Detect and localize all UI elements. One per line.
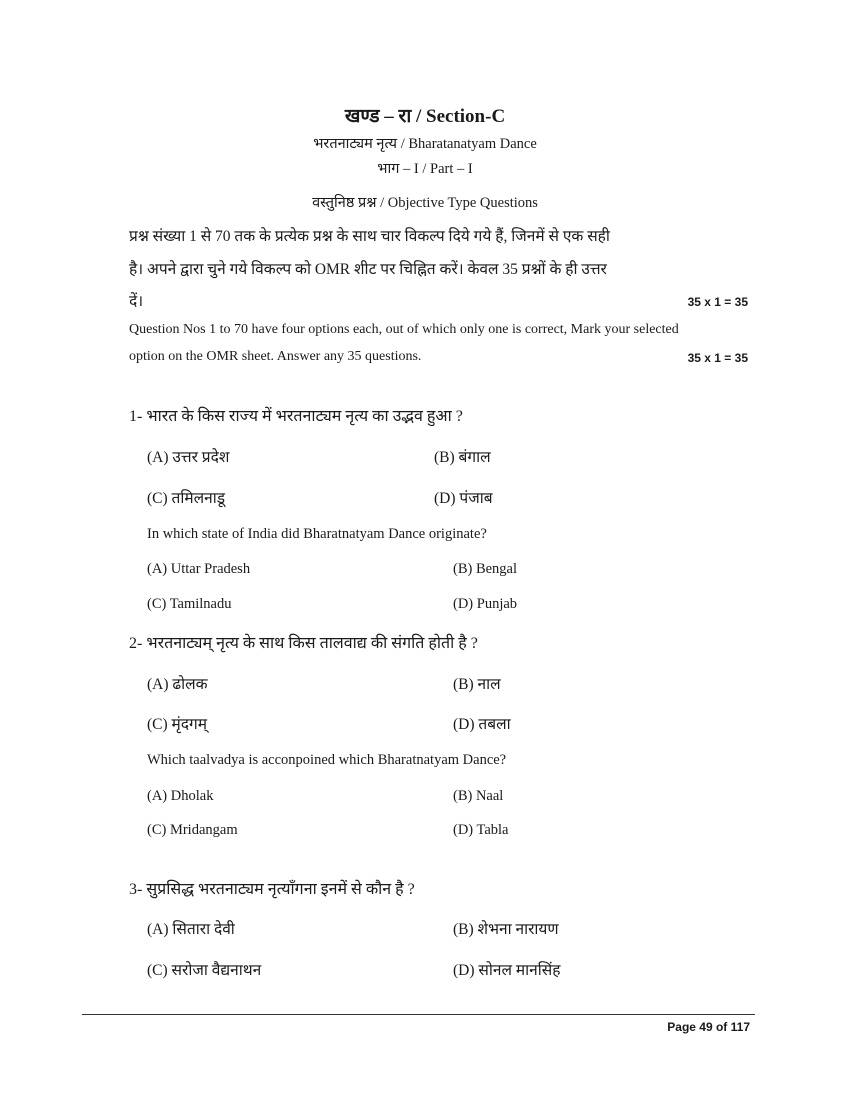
instructions-hindi-line-1: प्रश्न संख्या 1 से 70 तक के प्रत्येक प्रश्न के साथ चार विकल्प दिये गये हैं, जिनमें से एक सही	[129, 228, 610, 245]
question-2-text-english: Which taalvadya is acconpoined which Bharatnatyam Dance?	[147, 752, 507, 768]
section-title: खण्ड – रा / Section-C	[344, 106, 506, 127]
part-title: भाग – I / Part – I	[377, 161, 473, 177]
question-1-text-english: In which state of India did Bharatnatyam Dance originate?	[147, 526, 487, 542]
question-1-text-hindi: भारत के किस राज्य में भरतनाट्यम नृत्य का उद्भव हुआ ?	[146, 408, 463, 425]
q1-hindi-option-a: (A) उत्तर प्रदेश	[147, 449, 230, 466]
q1-hindi-option-c: (C) तमिलनाडू	[147, 490, 226, 507]
q1-english-option-b: (B) Bengal	[453, 561, 518, 577]
q3-hindi-option-d: (D) सोनल मानसिंह	[453, 962, 561, 979]
question-2-hindi	[129, 631, 478, 653]
question-3-number: 3-	[129, 881, 143, 898]
question-1-hindi	[129, 404, 463, 426]
instructions-hindi-line-2: है। अपने द्वारा चुने गये विकल्प को OMR शीट पर चिह्नित करें। केवल 35 प्रश्नों के ही उत्तर	[129, 261, 607, 278]
q1-english-option-a: (A) Uttar Pradesh	[147, 561, 251, 577]
question-type-title: वस्तुनिष्ठ प्रश्न / Objective Type Questions	[312, 195, 538, 211]
page-number: Page 49 of 117	[667, 1020, 750, 1034]
q2-hindi-option-c: (C) मृंदगम्	[147, 716, 208, 733]
q2-english-option-d: (D) Tabla	[453, 822, 509, 838]
question-2-number: 2-	[129, 635, 143, 652]
q3-hindi-option-c: (C) सरोजा वैद्यनाथन	[147, 962, 262, 979]
instructions-english-line-1: Question Nos 1 to 70 have four options each, out of which only one is correct, Mark your selected	[129, 322, 679, 337]
q2-hindi-option-a: (A) ढोलक	[147, 676, 208, 693]
footer-divider	[82, 1014, 755, 1015]
q1-hindi-option-b: (B) बंगाल	[434, 449, 491, 466]
q1-english-option-c: (C) Tamilnadu	[147, 596, 232, 612]
q2-english-option-b: (B) Naal	[453, 788, 504, 804]
subject-title: भरतनाट्यम नृत्य / Bharatanatyam Dance	[313, 136, 537, 152]
q2-english-option-c: (C) Mridangam	[147, 822, 238, 838]
instructions-hindi-line-3: दें।	[129, 293, 144, 310]
marks-hindi: 35 x 1 = 35	[687, 295, 748, 309]
q1-hindi-option-d: (D) पंजाब	[434, 490, 493, 507]
q2-english-option-a: (A) Dholak	[147, 788, 214, 804]
q3-hindi-option-a: (A) सितारा देवी	[147, 921, 235, 938]
question-3-hindi	[129, 877, 415, 899]
question-3-text-hindi: सुप्रसिद्ध भरतनाट्यम नृत्याँगना इनमें से कौन है ?	[146, 881, 415, 898]
marks-english: 35 x 1 = 35	[687, 351, 748, 365]
q1-english-option-d: (D) Punjab	[453, 596, 518, 612]
q3-hindi-option-b: (B) शेभना नारायण	[453, 921, 559, 938]
question-2-text-hindi: भरतनाट्यम् नृत्य के साथ किस तालवाद्य की संगति होती है ?	[146, 635, 478, 652]
instructions-english-line-2: option on the OMR sheet. Answer any 35 questions.	[129, 349, 422, 364]
q2-hindi-option-d: (D) तबला	[453, 716, 511, 733]
question-1-number: 1-	[129, 408, 143, 425]
q2-hindi-option-b: (B) नाल	[453, 676, 501, 693]
